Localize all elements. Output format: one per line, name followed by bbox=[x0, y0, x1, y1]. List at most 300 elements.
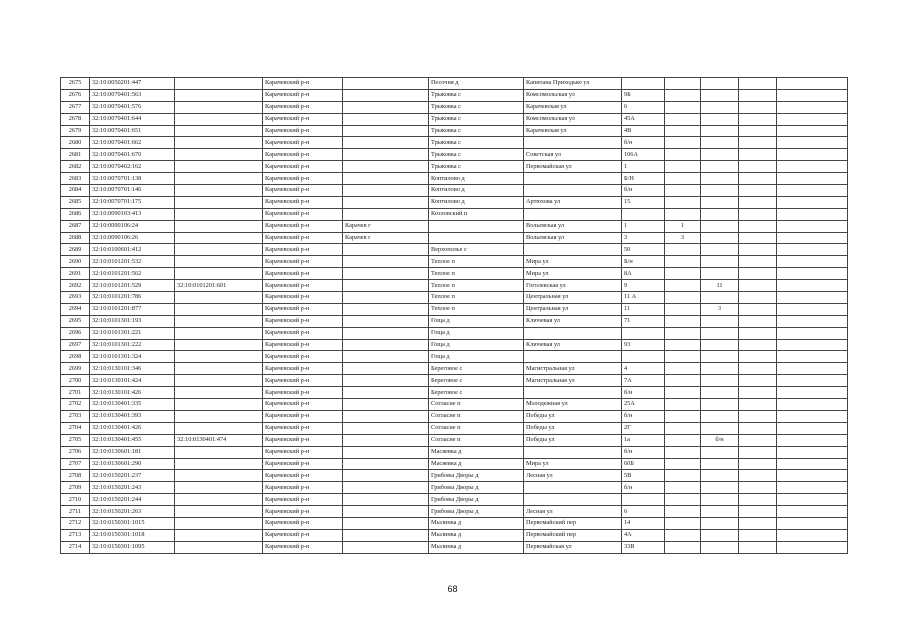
house-number-cell: б/н bbox=[622, 446, 665, 458]
empty-cell bbox=[777, 387, 848, 399]
street-cell: Комсомольская ул bbox=[524, 89, 622, 101]
empty-cell bbox=[777, 113, 848, 125]
empty-cell bbox=[739, 482, 777, 494]
apartment-cell bbox=[701, 232, 739, 244]
empty-cell bbox=[739, 315, 777, 327]
empty-cell bbox=[777, 434, 848, 446]
building-cell bbox=[665, 89, 701, 101]
city-cell bbox=[343, 529, 429, 541]
empty-cell bbox=[777, 125, 848, 137]
apartment-cell bbox=[701, 399, 739, 411]
city-cell bbox=[343, 470, 429, 482]
building-cell: 1 bbox=[665, 220, 701, 232]
building-cell bbox=[665, 161, 701, 173]
row-number-cell: 2697 bbox=[61, 339, 90, 351]
cadastral-number-cell: 32:10:0070701:146 bbox=[90, 185, 175, 197]
empty-cell bbox=[777, 208, 848, 220]
apartment-cell bbox=[701, 315, 739, 327]
table-row bbox=[61, 244, 848, 256]
street-cell bbox=[524, 185, 622, 197]
city-cell bbox=[343, 339, 429, 351]
house-number-cell: 33В bbox=[622, 541, 665, 553]
locality-cell: Мылинка д bbox=[429, 541, 524, 553]
empty-cell bbox=[739, 208, 777, 220]
locality-cell: Трыковка с bbox=[429, 149, 524, 161]
house-number-cell: 4А bbox=[622, 529, 665, 541]
district-cell: Карачевский р-н bbox=[263, 244, 343, 256]
apartment-cell bbox=[701, 387, 739, 399]
empty-cell bbox=[777, 399, 848, 411]
table-row bbox=[61, 399, 848, 411]
locality-cell: Согласие п bbox=[429, 434, 524, 446]
cadastral-number-cell: 32:10:0150301:1015 bbox=[90, 517, 175, 529]
street-cell: Лесная ул bbox=[524, 506, 622, 518]
row-number-cell: 2684 bbox=[61, 185, 90, 197]
building-cell bbox=[665, 541, 701, 553]
building-cell bbox=[665, 196, 701, 208]
street-cell: Вольевская ул bbox=[524, 232, 622, 244]
locality-cell: Трыковка с bbox=[429, 89, 524, 101]
house-number-cell: б/н bbox=[622, 185, 665, 197]
locality-cell: Грибовы Дворы д bbox=[429, 506, 524, 518]
building-cell bbox=[665, 482, 701, 494]
cadastral-number-cell: 32:10:0130401:335 bbox=[90, 399, 175, 411]
street-cell: Победы ул bbox=[524, 434, 622, 446]
apartment-cell bbox=[701, 410, 739, 422]
district-cell: Карачевский р-н bbox=[263, 173, 343, 185]
street-cell bbox=[524, 494, 622, 506]
row-number-cell: 2712 bbox=[61, 517, 90, 529]
empty-cell bbox=[777, 232, 848, 244]
city-cell: Карачев г bbox=[343, 232, 429, 244]
city-cell bbox=[343, 541, 429, 553]
city-cell bbox=[343, 458, 429, 470]
street-cell bbox=[524, 137, 622, 149]
district-cell: Карачевский р-н bbox=[263, 529, 343, 541]
cadastral-number-cell: 32:10:0101201:529 bbox=[90, 280, 175, 292]
street-cell: Первомайский пер bbox=[524, 517, 622, 529]
cadastral-number-cell: 32:10:0150301:1095 bbox=[90, 541, 175, 553]
related-cadastral-cell bbox=[175, 482, 263, 494]
locality-cell: Грибовы Дворы д bbox=[429, 494, 524, 506]
building-cell bbox=[665, 125, 701, 137]
cadastral-number-cell: 32:10:0130601:181 bbox=[90, 446, 175, 458]
apartment-cell bbox=[701, 161, 739, 173]
table-row bbox=[61, 446, 848, 458]
house-number-cell: б/н bbox=[622, 387, 665, 399]
city-cell bbox=[343, 434, 429, 446]
empty-cell bbox=[777, 339, 848, 351]
house-number-cell: б/н bbox=[622, 137, 665, 149]
page-number: 68 bbox=[447, 584, 458, 594]
row-number-cell: 2709 bbox=[61, 482, 90, 494]
table-row bbox=[61, 494, 848, 506]
row-number-cell: 2708 bbox=[61, 470, 90, 482]
district-cell: Карачевский р-н bbox=[263, 113, 343, 125]
house-number-cell bbox=[622, 494, 665, 506]
empty-cell bbox=[777, 101, 848, 113]
table-row bbox=[61, 256, 848, 268]
row-number-cell: 2698 bbox=[61, 351, 90, 363]
street-cell: Гоголевская ул bbox=[524, 280, 622, 292]
street-cell: Первомайский пер bbox=[524, 529, 622, 541]
related-cadastral-cell bbox=[175, 78, 263, 90]
row-number-cell: 2690 bbox=[61, 256, 90, 268]
empty-cell bbox=[777, 375, 848, 387]
row-number-cell: 2688 bbox=[61, 232, 90, 244]
street-cell: Первомайская ул bbox=[524, 541, 622, 553]
empty-cell bbox=[739, 327, 777, 339]
locality-cell: Согласие п bbox=[429, 410, 524, 422]
apartment-cell bbox=[701, 149, 739, 161]
empty-cell bbox=[777, 470, 848, 482]
building-cell bbox=[665, 244, 701, 256]
building-cell bbox=[665, 78, 701, 90]
locality-cell: Коптилово д bbox=[429, 185, 524, 197]
street-cell: Центральная ул bbox=[524, 292, 622, 304]
building-cell bbox=[665, 470, 701, 482]
registry-table bbox=[60, 77, 848, 554]
city-cell bbox=[343, 173, 429, 185]
related-cadastral-cell bbox=[175, 351, 263, 363]
related-cadastral-cell bbox=[175, 303, 263, 315]
table-row bbox=[61, 375, 848, 387]
related-cadastral-cell bbox=[175, 517, 263, 529]
district-cell: Карачевский р-н bbox=[263, 422, 343, 434]
cadastral-number-cell: 32:10:0150201:244 bbox=[90, 494, 175, 506]
house-number-cell: б/н bbox=[622, 482, 665, 494]
empty-cell bbox=[739, 196, 777, 208]
empty-cell bbox=[777, 351, 848, 363]
cadastral-number-cell: 32:10:0070401:576 bbox=[90, 101, 175, 113]
district-cell: Карачевский р-н bbox=[263, 446, 343, 458]
house-number-cell: 11 А bbox=[622, 292, 665, 304]
empty-cell bbox=[739, 125, 777, 137]
house-number-cell: 9Б bbox=[622, 89, 665, 101]
table-row bbox=[61, 220, 848, 232]
related-cadastral-cell bbox=[175, 375, 263, 387]
cadastral-number-cell: 32:10:0150301:1018 bbox=[90, 529, 175, 541]
house-number-cell: 50 bbox=[622, 244, 665, 256]
street-cell bbox=[524, 482, 622, 494]
related-cadastral-cell bbox=[175, 256, 263, 268]
district-cell: Карачевский р-н bbox=[263, 482, 343, 494]
related-cadastral-cell bbox=[175, 541, 263, 553]
table-row bbox=[61, 315, 848, 327]
building-cell bbox=[665, 280, 701, 292]
apartment-cell bbox=[701, 482, 739, 494]
table-row bbox=[61, 434, 848, 446]
building-cell bbox=[665, 173, 701, 185]
street-cell bbox=[524, 446, 622, 458]
locality-cell: Гоща д bbox=[429, 327, 524, 339]
cadastral-number-cell: 32:10:0090106:24 bbox=[90, 220, 175, 232]
house-number-cell: 2Г bbox=[622, 422, 665, 434]
table-row bbox=[61, 196, 848, 208]
locality-cell: Трыковка с bbox=[429, 161, 524, 173]
empty-cell bbox=[739, 494, 777, 506]
district-cell: Карачевский р-н bbox=[263, 268, 343, 280]
cadastral-number-cell: 32:10:0101301:324 bbox=[90, 351, 175, 363]
building-cell bbox=[665, 363, 701, 375]
related-cadastral-cell: 32:10:0101201:601 bbox=[175, 280, 263, 292]
cadastral-number-cell: 32:10:0130101:426 bbox=[90, 387, 175, 399]
district-cell: Карачевский р-н bbox=[263, 137, 343, 149]
locality-cell: Песочня д bbox=[429, 78, 524, 90]
related-cadastral-cell bbox=[175, 161, 263, 173]
street-cell: Карачевская ул bbox=[524, 101, 622, 113]
table-row bbox=[61, 529, 848, 541]
related-cadastral-cell bbox=[175, 89, 263, 101]
empty-cell bbox=[739, 185, 777, 197]
row-number-cell: 2687 bbox=[61, 220, 90, 232]
empty-cell bbox=[777, 185, 848, 197]
locality-cell: Коптилово д bbox=[429, 173, 524, 185]
locality-cell: Гоща д bbox=[429, 315, 524, 327]
house-number-cell: 6 bbox=[622, 101, 665, 113]
house-number-cell: 6 bbox=[622, 506, 665, 518]
empty-cell bbox=[777, 541, 848, 553]
street-cell: Артюхова ул bbox=[524, 196, 622, 208]
district-cell: Карачевский р-н bbox=[263, 292, 343, 304]
table-row bbox=[61, 161, 848, 173]
house-number-cell: 1 bbox=[622, 220, 665, 232]
row-number-cell: 2705 bbox=[61, 434, 90, 446]
district-cell: Карачевский р-н bbox=[263, 280, 343, 292]
empty-cell bbox=[777, 149, 848, 161]
table-row bbox=[61, 292, 848, 304]
apartment-cell bbox=[701, 541, 739, 553]
district-cell: Карачевский р-н bbox=[263, 375, 343, 387]
related-cadastral-cell bbox=[175, 220, 263, 232]
locality-cell: Теплое п bbox=[429, 268, 524, 280]
locality-cell: Гоща д bbox=[429, 339, 524, 351]
table-row bbox=[61, 78, 848, 90]
empty-cell bbox=[777, 280, 848, 292]
table-row bbox=[61, 173, 848, 185]
empty-cell bbox=[777, 78, 848, 90]
locality-cell: Мылинка д bbox=[429, 529, 524, 541]
empty-cell bbox=[739, 517, 777, 529]
row-number-cell: 2675 bbox=[61, 78, 90, 90]
house-number-cell: 60Б bbox=[622, 458, 665, 470]
empty-cell bbox=[739, 375, 777, 387]
city-cell bbox=[343, 375, 429, 387]
empty-cell bbox=[739, 410, 777, 422]
city-cell bbox=[343, 292, 429, 304]
related-cadastral-cell bbox=[175, 410, 263, 422]
locality-cell: Мылинка д bbox=[429, 517, 524, 529]
empty-cell bbox=[777, 446, 848, 458]
row-number-cell: 2685 bbox=[61, 196, 90, 208]
cadastral-number-cell: 32:10:0130401:455 bbox=[90, 434, 175, 446]
street-cell: Вольевская ул bbox=[524, 220, 622, 232]
building-cell bbox=[665, 315, 701, 327]
district-cell: Карачевский р-н bbox=[263, 208, 343, 220]
table-row bbox=[61, 137, 848, 149]
district-cell: Карачевский р-н bbox=[263, 256, 343, 268]
table-row bbox=[61, 208, 848, 220]
city-cell bbox=[343, 244, 429, 256]
related-cadastral-cell bbox=[175, 315, 263, 327]
locality-cell bbox=[429, 220, 524, 232]
empty-cell bbox=[777, 220, 848, 232]
house-number-cell: 25А bbox=[622, 399, 665, 411]
empty-cell bbox=[777, 89, 848, 101]
city-cell bbox=[343, 517, 429, 529]
district-cell: Карачевский р-н bbox=[263, 399, 343, 411]
table-row bbox=[61, 410, 848, 422]
empty-cell bbox=[739, 387, 777, 399]
empty-cell bbox=[739, 173, 777, 185]
district-cell: Карачевский р-н bbox=[263, 541, 343, 553]
related-cadastral-cell bbox=[175, 470, 263, 482]
locality-cell: Теплое п bbox=[429, 280, 524, 292]
related-cadastral-cell bbox=[175, 113, 263, 125]
cadastral-number-cell: 32:10:0101201:562 bbox=[90, 268, 175, 280]
house-number-cell bbox=[622, 208, 665, 220]
cadastral-number-cell: 32:10:0101201:786 bbox=[90, 292, 175, 304]
related-cadastral-cell bbox=[175, 458, 263, 470]
apartment-cell bbox=[701, 529, 739, 541]
city-cell bbox=[343, 89, 429, 101]
row-number-cell: 2704 bbox=[61, 422, 90, 434]
empty-cell bbox=[777, 363, 848, 375]
apartment-cell bbox=[701, 113, 739, 125]
street-cell: Советская ул bbox=[524, 149, 622, 161]
apartment-cell bbox=[701, 185, 739, 197]
apartment-cell bbox=[701, 196, 739, 208]
district-cell: Карачевский р-н bbox=[263, 220, 343, 232]
house-number-cell: 71 bbox=[622, 315, 665, 327]
locality-cell: Верхополье с bbox=[429, 244, 524, 256]
empty-cell bbox=[739, 113, 777, 125]
building-cell bbox=[665, 410, 701, 422]
building-cell bbox=[665, 529, 701, 541]
cadastral-number-cell: 32:10:0070402:162 bbox=[90, 161, 175, 173]
table-row bbox=[61, 506, 848, 518]
locality-cell: Трыковка с bbox=[429, 113, 524, 125]
row-number-cell: 2679 bbox=[61, 125, 90, 137]
district-cell: Карачевский р-н bbox=[263, 517, 343, 529]
district-cell: Карачевский р-н bbox=[263, 161, 343, 173]
table-row bbox=[61, 268, 848, 280]
district-cell: Карачевский р-н bbox=[263, 196, 343, 208]
street-cell bbox=[524, 327, 622, 339]
related-cadastral-cell bbox=[175, 196, 263, 208]
city-cell bbox=[343, 125, 429, 137]
related-cadastral-cell bbox=[175, 446, 263, 458]
apartment-cell bbox=[701, 137, 739, 149]
related-cadastral-cell bbox=[175, 244, 263, 256]
city-cell bbox=[343, 494, 429, 506]
building-cell bbox=[665, 458, 701, 470]
district-cell: Карачевский р-н bbox=[263, 125, 343, 137]
district-cell: Карачевский р-н bbox=[263, 458, 343, 470]
apartment-cell: 11 bbox=[701, 280, 739, 292]
row-number-cell: 2691 bbox=[61, 268, 90, 280]
district-cell: Карачевский р-н bbox=[263, 410, 343, 422]
building-cell bbox=[665, 434, 701, 446]
row-number-cell: 2689 bbox=[61, 244, 90, 256]
cadastral-number-cell: 32:10:0130401:393 bbox=[90, 410, 175, 422]
row-number-cell: 2686 bbox=[61, 208, 90, 220]
empty-cell bbox=[739, 446, 777, 458]
cadastral-number-cell: 32:10:0130101:346 bbox=[90, 363, 175, 375]
house-number-cell: Б/н bbox=[622, 256, 665, 268]
empty-cell bbox=[739, 149, 777, 161]
table-row bbox=[61, 303, 848, 315]
row-number-cell: 2701 bbox=[61, 387, 90, 399]
district-cell: Карачевский р-н bbox=[263, 149, 343, 161]
building-cell: 3 bbox=[665, 232, 701, 244]
house-number-cell bbox=[622, 327, 665, 339]
table-row bbox=[61, 125, 848, 137]
city-cell bbox=[343, 113, 429, 125]
empty-cell bbox=[739, 220, 777, 232]
related-cadastral-cell bbox=[175, 101, 263, 113]
empty-cell bbox=[777, 327, 848, 339]
empty-cell bbox=[739, 363, 777, 375]
locality-cell: Береговое с bbox=[429, 387, 524, 399]
street-cell: Победы ул bbox=[524, 422, 622, 434]
apartment-cell bbox=[701, 458, 739, 470]
table-row bbox=[61, 458, 848, 470]
apartment-cell bbox=[701, 89, 739, 101]
city-cell bbox=[343, 196, 429, 208]
district-cell: Карачевский р-н bbox=[263, 470, 343, 482]
building-cell bbox=[665, 208, 701, 220]
cadastral-number-cell: 32:10:0100601:412 bbox=[90, 244, 175, 256]
house-number-cell: б/н bbox=[622, 410, 665, 422]
building-cell bbox=[665, 517, 701, 529]
city-cell bbox=[343, 78, 429, 90]
apartment-cell bbox=[701, 173, 739, 185]
empty-cell bbox=[739, 506, 777, 518]
building-cell bbox=[665, 113, 701, 125]
cadastral-number-cell: 32:10:0070401:651 bbox=[90, 125, 175, 137]
apartment-cell bbox=[701, 220, 739, 232]
house-number-cell: 14 bbox=[622, 517, 665, 529]
city-cell bbox=[343, 101, 429, 113]
street-cell: Мира ул bbox=[524, 458, 622, 470]
building-cell bbox=[665, 387, 701, 399]
locality-cell: Коптилово д bbox=[429, 196, 524, 208]
street-cell: Центральная ул bbox=[524, 303, 622, 315]
house-number-cell: 1а bbox=[622, 434, 665, 446]
house-number-cell: 5В bbox=[622, 470, 665, 482]
table-row bbox=[61, 149, 848, 161]
building-cell bbox=[665, 149, 701, 161]
city-cell bbox=[343, 280, 429, 292]
city-cell bbox=[343, 399, 429, 411]
house-number-cell: 4В bbox=[622, 125, 665, 137]
district-cell: Карачевский р-н bbox=[263, 315, 343, 327]
table-row bbox=[61, 517, 848, 529]
locality-cell: Гоща д bbox=[429, 351, 524, 363]
empty-cell bbox=[739, 89, 777, 101]
city-cell bbox=[343, 315, 429, 327]
city-cell: Карачев г bbox=[343, 220, 429, 232]
empty-cell bbox=[739, 232, 777, 244]
related-cadastral-cell bbox=[175, 494, 263, 506]
apartment-cell bbox=[701, 101, 739, 113]
building-cell bbox=[665, 292, 701, 304]
empty-cell bbox=[739, 529, 777, 541]
house-number-cell: Б/Н bbox=[622, 173, 665, 185]
street-cell: Лесная ул bbox=[524, 470, 622, 482]
city-cell bbox=[343, 422, 429, 434]
